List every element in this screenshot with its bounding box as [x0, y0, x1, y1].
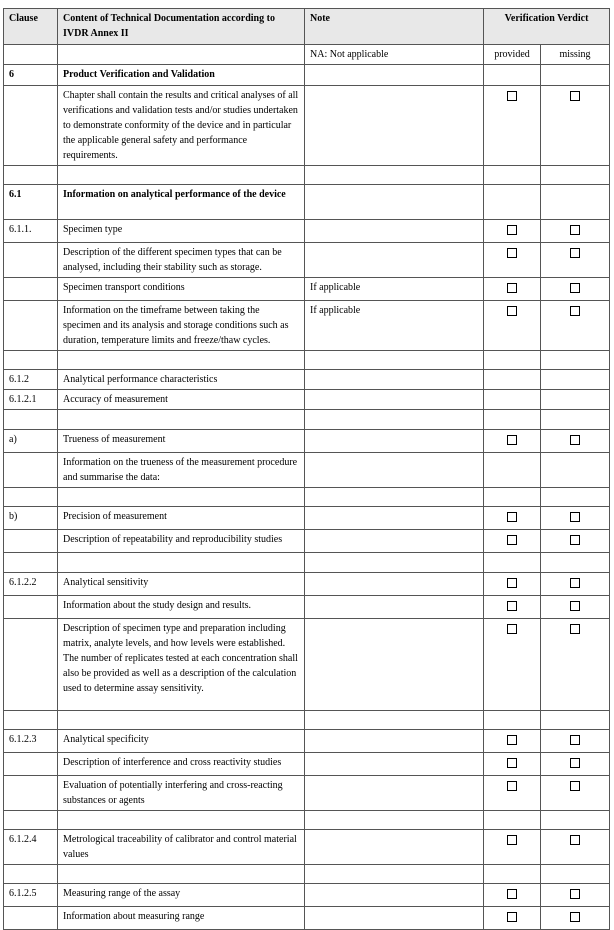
clause-cell: 6.1.2.3 — [4, 730, 58, 753]
provided-cell — [484, 351, 541, 370]
clause-cell — [4, 865, 58, 884]
missing-cell — [541, 507, 610, 530]
table-row — [4, 166, 610, 185]
clause-cell — [4, 711, 58, 730]
missing-cell — [541, 753, 610, 776]
clause-cell — [4, 166, 58, 185]
table-row — [4, 243, 610, 278]
content-cell: Accuracy of measurement — [58, 390, 305, 410]
note-cell — [305, 596, 484, 619]
content-cell: Specimen transport conditions — [58, 278, 305, 301]
table-row — [4, 86, 610, 166]
note-cell — [305, 488, 484, 507]
table-row — [4, 907, 610, 930]
missing-cell — [541, 185, 610, 220]
provided-header: provided — [484, 45, 541, 65]
provided-checkbox[interactable] — [507, 225, 517, 235]
missing-checkbox[interactable] — [570, 435, 580, 445]
missing-checkbox[interactable] — [570, 912, 580, 922]
missing-cell — [541, 830, 610, 865]
note-cell: If applicable — [305, 278, 484, 301]
clause-cell: 6.1.2.4 — [4, 830, 58, 865]
note-cell — [305, 86, 484, 166]
missing-cell — [541, 86, 610, 166]
provided-cell — [484, 278, 541, 301]
note-cell — [305, 453, 484, 488]
content-cell — [58, 410, 305, 430]
note-cell — [305, 243, 484, 278]
table-row — [4, 884, 610, 907]
content-cell: Metrological traceability of calibrator and control material values — [58, 830, 305, 865]
clause-cell — [4, 596, 58, 619]
note-cell — [305, 884, 484, 907]
missing-checkbox[interactable] — [570, 306, 580, 316]
note-header: Note — [305, 9, 484, 45]
provided-cell — [484, 730, 541, 753]
provided-checkbox[interactable] — [507, 91, 517, 101]
missing-cell — [541, 573, 610, 596]
table-row — [4, 185, 610, 220]
content-cell: Chapter shall contain the results and critical analyses of all verifications and validation tests and/or studies undertaken to demonstrate conformity of the device and in particular the applicable general safety and performance requirements. — [58, 86, 305, 166]
clause-cell: 6.1 — [4, 185, 58, 220]
content-cell: Information about measuring range — [58, 907, 305, 930]
note-cell — [305, 507, 484, 530]
clause-cell — [4, 453, 58, 488]
provided-cell — [484, 453, 541, 488]
missing-header: missing — [541, 45, 610, 65]
clause-cell — [4, 351, 58, 370]
clause-cell — [4, 619, 58, 711]
header-row — [4, 9, 610, 45]
table-row — [4, 865, 610, 884]
missing-cell — [541, 553, 610, 573]
clause-cell: 6.1.2 — [4, 370, 58, 390]
note-cell — [305, 753, 484, 776]
subheader-row — [4, 45, 610, 65]
missing-cell — [541, 865, 610, 884]
content-cell — [58, 351, 305, 370]
missing-checkbox[interactable] — [570, 758, 580, 768]
content-cell — [58, 865, 305, 884]
note-cell — [305, 811, 484, 830]
missing-cell — [541, 453, 610, 488]
missing-cell — [541, 390, 610, 410]
table-row — [4, 278, 610, 301]
clause-cell — [4, 86, 58, 166]
note-cell — [305, 573, 484, 596]
clause-cell — [4, 530, 58, 553]
provided-cell — [484, 884, 541, 907]
provided-checkbox[interactable] — [507, 781, 517, 791]
missing-cell — [541, 410, 610, 430]
provided-cell — [484, 185, 541, 220]
missing-checkbox[interactable] — [570, 624, 580, 634]
provided-cell — [484, 301, 541, 351]
provided-checkbox[interactable] — [507, 248, 517, 258]
provided-cell — [484, 776, 541, 811]
provided-checkbox[interactable] — [507, 601, 517, 611]
note-cell — [305, 185, 484, 220]
provided-checkbox[interactable] — [507, 578, 517, 588]
table-row — [4, 301, 610, 351]
missing-cell — [541, 530, 610, 553]
missing-checkbox[interactable] — [570, 835, 580, 845]
provided-cell — [484, 865, 541, 884]
missing-checkbox[interactable] — [570, 535, 580, 545]
missing-checkbox[interactable] — [570, 735, 580, 745]
clause-header: Clause — [4, 9, 58, 45]
content-cell: Analytical sensitivity — [58, 573, 305, 596]
clause-cell — [4, 811, 58, 830]
clause-cell: 6 — [4, 65, 58, 86]
missing-cell — [541, 619, 610, 711]
missing-cell — [541, 278, 610, 301]
content-cell: Evaluation of potentially interfering and cross-reacting substances or agents — [58, 776, 305, 811]
clause-cell — [4, 410, 58, 430]
provided-checkbox[interactable] — [507, 835, 517, 845]
content-cell: Description of specimen type and preparation including matrix, analyte levels, and how levels were established. The number of replicates tested at each concentration shall also be provided as well as a description of the calculation used to determine assay sensitivity. — [58, 619, 305, 711]
provided-cell — [484, 65, 541, 86]
content-cell: Description of the different specimen types that can be analysed, including their stability such as storage. — [58, 243, 305, 278]
provided-checkbox[interactable] — [507, 624, 517, 634]
clause-cell: 6.1.1. — [4, 220, 58, 243]
missing-cell — [541, 730, 610, 753]
provided-cell — [484, 753, 541, 776]
table-row — [4, 530, 610, 553]
note-cell: If applicable — [305, 301, 484, 351]
table-row — [4, 573, 610, 596]
provided-cell — [484, 830, 541, 865]
content-cell: Product Verification and Validation — [58, 65, 305, 86]
note-cell — [305, 220, 484, 243]
content-cell — [58, 166, 305, 185]
clause-cell: 6.1.2.1 — [4, 390, 58, 410]
note-cell — [305, 430, 484, 453]
content-cell: Specimen type — [58, 220, 305, 243]
provided-cell — [484, 596, 541, 619]
content-cell: Analytical performance characteristics — [58, 370, 305, 390]
provided-checkbox[interactable] — [507, 512, 517, 522]
clause-cell — [4, 753, 58, 776]
missing-checkbox[interactable] — [570, 512, 580, 522]
clause-cell — [4, 243, 58, 278]
note-cell — [305, 166, 484, 185]
content-cell: Description of repeatability and reproducibility studies — [58, 530, 305, 553]
note-cell — [305, 370, 484, 390]
table-row — [4, 351, 610, 370]
provided-checkbox[interactable] — [507, 889, 517, 899]
missing-checkbox[interactable] — [570, 781, 580, 791]
clause-cell: 6.1.2.5 — [4, 884, 58, 907]
provided-checkbox[interactable] — [507, 535, 517, 545]
missing-cell — [541, 301, 610, 351]
content-cell: Analytical specificity — [58, 730, 305, 753]
provided-cell — [484, 430, 541, 453]
table-row — [4, 390, 610, 410]
provided-checkbox[interactable] — [507, 912, 517, 922]
missing-checkbox[interactable] — [570, 225, 580, 235]
missing-cell — [541, 884, 610, 907]
missing-checkbox[interactable] — [570, 91, 580, 101]
content-cell — [58, 711, 305, 730]
content-cell — [58, 811, 305, 830]
table-row — [4, 553, 610, 573]
provided-checkbox[interactable] — [507, 306, 517, 316]
clause-cell: a) — [4, 430, 58, 453]
content-cell: Information on analytical performance of the device — [58, 185, 305, 220]
table-row — [4, 776, 610, 811]
clause-cell — [4, 907, 58, 930]
provided-cell — [484, 86, 541, 166]
content-cell: Information on the timeframe between taking the specimen and its analysis and storage conditions such as duration, temperature limits and freeze/thaw cycles. — [58, 301, 305, 351]
table-row — [4, 596, 610, 619]
clause-cell — [4, 301, 58, 351]
table-row — [4, 488, 610, 507]
table-row — [4, 220, 610, 243]
provided-cell — [484, 553, 541, 573]
missing-checkbox[interactable] — [570, 248, 580, 258]
missing-cell — [541, 776, 610, 811]
clause-cell — [4, 776, 58, 811]
provided-cell — [484, 711, 541, 730]
provided-checkbox[interactable] — [507, 735, 517, 745]
note-cell — [305, 907, 484, 930]
table-row — [4, 711, 610, 730]
table-row — [4, 410, 610, 430]
clause-cell — [4, 553, 58, 573]
provided-cell — [484, 243, 541, 278]
note-cell — [305, 553, 484, 573]
provided-cell — [484, 507, 541, 530]
missing-checkbox[interactable] — [570, 601, 580, 611]
provided-cell — [484, 573, 541, 596]
missing-cell — [541, 243, 610, 278]
note-cell — [305, 730, 484, 753]
missing-cell — [541, 907, 610, 930]
content-cell — [58, 488, 305, 507]
content-cell: Trueness of measurement — [58, 430, 305, 453]
missing-cell — [541, 430, 610, 453]
provided-checkbox[interactable] — [507, 435, 517, 445]
verification-table — [3, 8, 610, 930]
table-row — [4, 65, 610, 86]
content-cell: Measuring range of the assay — [58, 884, 305, 907]
table-row — [4, 753, 610, 776]
note-cell — [305, 830, 484, 865]
missing-cell — [541, 166, 610, 185]
table-row — [4, 430, 610, 453]
content-cell: Precision of measurement — [58, 507, 305, 530]
content-cell: Information about the study design and results. — [58, 596, 305, 619]
content-cell — [58, 553, 305, 573]
missing-cell — [541, 711, 610, 730]
note-cell — [305, 776, 484, 811]
provided-cell — [484, 410, 541, 430]
table-row — [4, 507, 610, 530]
table-row — [4, 370, 610, 390]
missing-checkbox[interactable] — [570, 283, 580, 293]
table-row — [4, 730, 610, 753]
missing-checkbox[interactable] — [570, 578, 580, 588]
table-row — [4, 830, 610, 865]
provided-cell — [484, 530, 541, 553]
missing-cell — [541, 370, 610, 390]
provided-cell — [484, 166, 541, 185]
note-cell — [305, 619, 484, 711]
table-row — [4, 453, 610, 488]
provided-cell — [484, 811, 541, 830]
note-cell — [305, 711, 484, 730]
clause-cell: 6.1.2.2 — [4, 573, 58, 596]
content-header: Content of Technical Documentation according to IVDR Annex II — [58, 9, 305, 45]
missing-cell — [541, 596, 610, 619]
na-note: NA: Not applicable — [305, 45, 484, 65]
missing-cell — [541, 811, 610, 830]
missing-cell — [541, 351, 610, 370]
provided-cell — [484, 390, 541, 410]
provided-checkbox[interactable] — [507, 758, 517, 768]
missing-checkbox[interactable] — [570, 889, 580, 899]
verdict-header: Verification Verdict — [484, 9, 610, 45]
content-cell: Description of interference and cross reactivity studies — [58, 753, 305, 776]
content-cell: Information on the trueness of the measurement procedure and summarise the data: — [58, 453, 305, 488]
clause-cell — [4, 278, 58, 301]
provided-checkbox[interactable] — [507, 283, 517, 293]
provided-cell — [484, 488, 541, 507]
note-cell — [305, 865, 484, 884]
note-cell — [305, 530, 484, 553]
missing-cell — [541, 488, 610, 507]
note-cell — [305, 390, 484, 410]
missing-cell — [541, 65, 610, 86]
provided-cell — [484, 619, 541, 711]
provided-cell — [484, 370, 541, 390]
note-cell — [305, 65, 484, 86]
note-cell — [305, 410, 484, 430]
provided-cell — [484, 907, 541, 930]
clause-cell — [4, 488, 58, 507]
missing-cell — [541, 220, 610, 243]
provided-cell — [484, 220, 541, 243]
note-cell — [305, 351, 484, 370]
table-row — [4, 811, 610, 830]
clause-cell: b) — [4, 507, 58, 530]
table-row — [4, 619, 610, 711]
